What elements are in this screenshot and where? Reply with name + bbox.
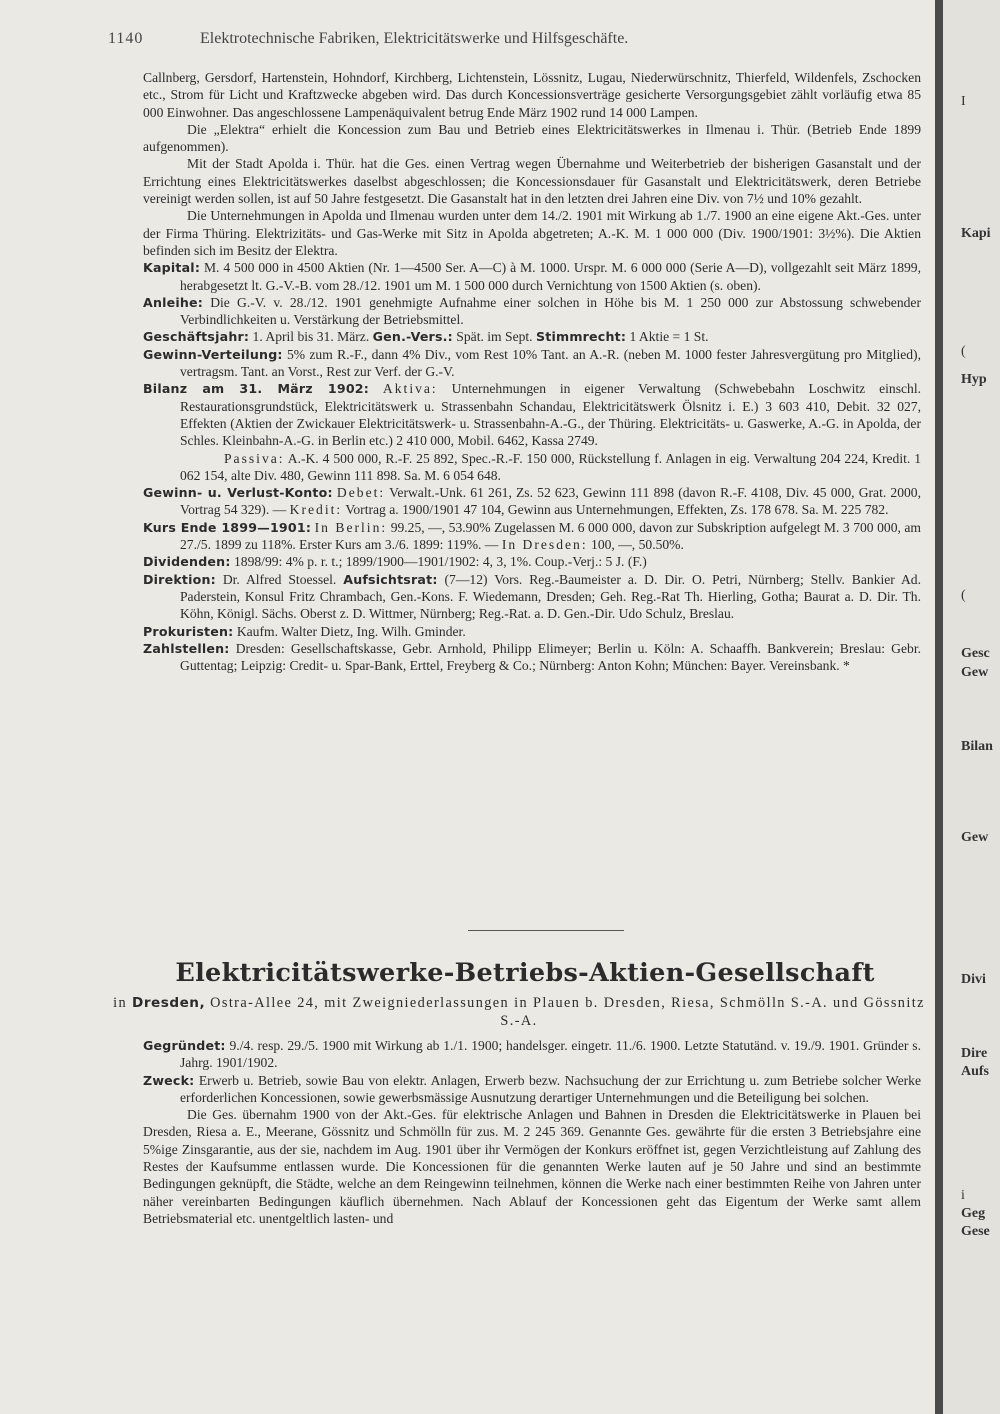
text-dividenden: 1898/99: 4% p. r. t.; 1899/1900—1901/1902: 4, 3, 1%. Coup.-Verj.: 5 J. (F.)	[233, 554, 647, 570]
text-aufsichtsrat: (7—12) Vors. Reg.-Baumeister a. D. Dir. O. Petri, Nürnberg; Stellv. Bankier Ad. Paderstein, Konsul Fritz Chrambach, Gen.-Kons. F. Wiedemann, Dresden; Geh. Reg.-Rat Th. Hierling, Gotha; Baurat a. D. Dir. Th. Köhn, Königl. Sächs. Oberst z. D. Wittmer, Nürnberg; Reg.-Rat. a. D. Gen.-Dir. Udo Schulz, Breslau.	[180, 571, 921, 622]
label-zahlstellen: Zahlstellen:	[143, 640, 230, 656]
label-aufsichtsrat: Aufsichtsrat:	[343, 571, 438, 587]
text-prokuristen: Kaufm. Walter Dietz, Ing. Wilh. Gminder.	[236, 623, 466, 639]
label-zweck: Zweck:	[143, 1072, 195, 1088]
label-stimmrecht: Stimmrecht:	[535, 329, 627, 345]
entry-kurs	[143, 519, 921, 554]
label-passiva: Passiva:	[224, 450, 285, 466]
page-number: 1140	[108, 30, 144, 47]
entry-kapital	[143, 259, 921, 294]
entry-gegruendet	[143, 1037, 921, 1072]
text-passiva: A.-K. 4 500 000, R.-F. 25 892, Spec.-R.-F. 150 000, Rückstellung f. Anlagen in eig. Verwaltung 204 224, Kredit. 1 062 154, alte Div. 480, Gewinn 111 898. Sa. M. 6 054 648.	[180, 450, 921, 483]
margin-fragment: Gese	[961, 1224, 990, 1239]
label-prokuristen: Prokuristen:	[143, 623, 234, 639]
text-zahlstellen: Dresden: Gesellschaftskasse, Gebr. Arnhold, Philipp Elimeyer; Berlin u. Köln: A. Schaaffh. Bankverein; Breslau: Gebr. Guttentag; Leipzig: Credit- u. Spar-Bank, Erttel, Freyberg & Co.; Nürnberg: Anton Kohn; München: Bayer. Vereinsbank. *	[180, 640, 921, 674]
margin-fragment: Kapi	[961, 226, 991, 241]
address-city: Dresden,	[132, 995, 206, 1011]
label-dividenden: Dividenden:	[143, 554, 231, 570]
address-in: in	[113, 995, 128, 1011]
text-zweck: Erwerb u. Betrieb, sowie Bau von elektr. Anlagen, Erwerb bezw. Nachsuchung der zur Errichtung u. zum Betriebe solcher Werke erforderlichen Koncessionen, sowie gewerbsmässige Ausnutzung derartiger Unternehmungen und die Beteiligung bei solchen.	[180, 1072, 921, 1105]
text-gewinn-verteilung: 5% zum R.-F., dann 4% Div., vom Rest 10% Tant. an A.-R. (neben M. 1000 fester Jahresvergütung pro Mitglied), vertragsm. Tant. an Vorst., Rest zur Verf. der G.-V.	[180, 346, 921, 380]
margin-fragment: Gew	[961, 830, 989, 845]
running-header	[108, 30, 928, 48]
company-title: Elektricitätswerke-Betriebs-Aktien-Gesellschaft	[175, 958, 875, 988]
address-rest: Ostra-Allee 24, mit Zweigniederlassungen in Plauen b. Dresden, Riesa, Schmölln S.-A. und Gössnitz S.-A.	[210, 995, 925, 1029]
paragraph-apolda: Mit der Stadt Apolda i. Thür. hat die Ges. einen Vertrag wegen Übernahme und Weiterbetrieb der bisherigen Gasanstalt und der Errichtung eines Elektricitätswerkes daselbst abgeschlossen; die Koncessionsdauer für Gasanstalt und Elektricitätswerk, deren Betriebe vereinigt werden sollen, ist auf 50 Jahre festgesetzt. Die Gasanstalt hat in den letzten drei Jahren eine Div. von 7½ und 10% gezahlt.	[143, 156, 921, 207]
label-kurs: Kurs Ende 1899—1901:	[143, 519, 312, 535]
section-elektricitaetswerke-betriebs	[143, 1037, 921, 1227]
margin-fragment: Hyp	[961, 372, 987, 387]
running-title: Elektrotechnische Fabriken, Elektricitätswerke und Hilfsgeschäfte.	[200, 30, 629, 47]
entry-passiva	[143, 450, 921, 485]
margin-fragment: Aufs	[961, 1064, 990, 1079]
label-geschaeftsjahr: Geschäftsjahr:	[143, 329, 250, 345]
label-in-dresden: In Dresden:	[501, 537, 588, 553]
entry-gewinn-verteilung	[143, 346, 921, 381]
entry-bilanz	[143, 380, 921, 449]
text-aktiva: Unternehmungen in eigener Verwaltung (Schwebebahn Loschwitz einschl. Restaurationsgrundstück, Elektricitätswerk u. Strassenbahn Schandau, Elektricitätswerk Ölsnitz i. E.) 3 603 410, Debit. 32 027, Effekten (Aktien der Zwickauer Elektricitätswerk- u. Strassenbahn-A.-G., der Thüring. Elektricitäts- u. Gaswerke, A.-G. in Apolda, der Schles. Kleinbahn-A.-G. in Berlin etc.) 2 410 000, Mobil. 6462, Kassa 2749.	[180, 381, 921, 449]
label-gewinn-verlust-konto: Gewinn- u. Verlust-Konto:	[143, 485, 333, 501]
entry-prokuristen	[143, 623, 921, 640]
text-anleihe: Die G.-V. v. 28./12. 1901 genehmigte Aufnahme einer solchen in Höhe bis M. 1 250 000 zur Abstossung schwebender Verbindlichkeiten u. Verstärkung der Betriebsmittel.	[180, 294, 921, 328]
label-kredit: Kredit:	[289, 502, 343, 518]
label-gen-vers: Gen.-Vers.:	[372, 329, 453, 345]
paragraph-uebernahme: Die Ges. übernahm 1900 von der Akt.-Ges. für elektrische Anlagen und Bahnen in Dresden die Elektricitätswerke in Plauen bei Dresden, Riesa a. E., Meerane, Gössnitz und Schmölln für zus. M. 2 245 369. Genannte Ges. gewährte für die ersten 3 Betriebsjahre eine 5%ige Zinsgarantie, aus der sie, nachdem im Aug. 1901 über ihr Vermögen der Konkurs eröffnet ist, gegen Verzichtleistung auf Zahlung des Restes der Kaufsumme entlassen wurde. Die Koncessionen für die genannten Werke lauten auf je 50 Jahre und sind an bestimmte Bedingungen geknüpft, die Städte, welche an dem Reingewinn teilnehmen, können die Werke nach einer bestimmten Reihe von Jahren unter näher vereinbarten Bedingungen käuflich übernehmen. Nach Ablauf der Koncessionen geht das Eigentum der Werke samt allem Betriebsmaterial etc. unentgeltlich lasten- und	[143, 1107, 921, 1226]
company-address	[110, 994, 928, 1030]
paragraph-unternehmungen: Die Unternehmungen in Apolda und Ilmenau wurden unter dem 14./2. 1901 mit Wirkung ab 1./7. 1900 an eine eigene Akt.-Ges. unter der Firma Thüring. Elektrizitäts- und Gas-Werke mit Sitz in Apolda abgetreten; A.-K. M. 1 000 000 (Div. 1900/1901: 3½%). Die Aktien befinden sich im Besitz der Elektra.	[143, 208, 921, 258]
entry-zweck	[143, 1072, 921, 1107]
label-direktion: Direktion:	[143, 571, 216, 587]
section-elektra-continued	[143, 69, 921, 674]
label-gegruendet: Gegründet:	[143, 1038, 226, 1053]
margin-fragment: (	[961, 588, 966, 603]
entry-geschaeftsjahr	[143, 328, 921, 345]
entry-zahlstellen	[143, 640, 921, 675]
entry-gewinn-verlust-konto	[143, 484, 921, 519]
text-stimmrecht: 1 Aktie = 1 St.	[629, 329, 709, 345]
margin-fragment: Geg	[961, 1206, 986, 1221]
text-gen-vers: Spät. im Sept.	[456, 329, 533, 345]
margin-fragment: (	[961, 344, 966, 359]
text-kurs-dresden: 100, —, 50.50%.	[591, 537, 684, 553]
text-debet: Verwalt.-Unk. 61 261, Zs. 52 623, Gewinn 111 898 (davon R.-F. 4108, Div. 45 000, Grat. 2000, Vortrag 54 329). —	[180, 485, 921, 518]
margin-fragment: Gesc	[961, 646, 990, 661]
margin-fragment: Divi	[961, 972, 986, 987]
page-gutter	[935, 0, 943, 1414]
entry-dividenden	[143, 553, 921, 570]
margin-fragment: Gew	[961, 665, 989, 680]
text-gegruendet: 9./4. resp. 29./5. 1900 mit Wirkung ab 1./1. 1900; handelsger. eingetr. 11./6. 1900. Letzte Statutänd. v. 19./9. 1901. Gründer s. Jahrg. 1901/1902.	[180, 1038, 921, 1071]
adjacent-page-margin	[943, 0, 1000, 1414]
entry-direktion	[143, 571, 921, 623]
text-kurs: 99.25, —, 53.90% Zugelassen M. 6 000 000, davon zur Subskription aufgelegt M. 3 700 000, am 27./5. 1899 zu 118%. Erster Kurs am 3./6. 1899: 119%. —	[180, 519, 921, 553]
label-gewinn-verteilung: Gewinn-Verteilung:	[143, 346, 283, 362]
label-kapital: Kapital:	[143, 260, 201, 276]
label-bilanz: Bilanz am 31. März 1902:	[143, 381, 369, 397]
text-kredit: Vortrag a. 1900/1901 47 104, Gewinn aus Unternehmungen, Effekten, Zs. 178 678. Sa. M. 225 782.	[345, 502, 889, 518]
paragraph-versorgungsgebiet: Callnberg, Gersdorf, Hartenstein, Hohndorf, Kirchberg, Lichtenstein, Lössnitz, Lugau, Niederwürschnitz, Thierfeld, Wildenfels, Zschocken etc., Strom für Licht und Kraftzwecke abgeben wird. Das durch Koncessionsverträge gesicherte Versorgungsgebiet zählt vorläufig etwa 85 000 Einwohner. Das angeschlossene Lampenäquivalent betrug Ende März 1902 rund 14 000 Lampen.	[143, 70, 921, 120]
text-geschaeftsjahr: 1. April bis 31. März.	[252, 329, 370, 345]
label-aktiva: Aktiva:	[382, 381, 438, 397]
margin-fragment: Dire	[961, 1046, 988, 1061]
text-direktion: Dr. Alfred Stoessel.	[222, 571, 337, 587]
section-divider	[468, 930, 624, 931]
paragraph-ilmenau: Die „Elektra“ erhielt die Koncession zum Bau und Betrieb eines Elektricitätswerkes in Ilmenau i. Thür. (Betrieb Ende 1899 aufgenommen).	[143, 121, 921, 155]
label-anleihe: Anleihe:	[143, 294, 204, 310]
text-kapital: M. 4 500 000 in 4500 Aktien (Nr. 1—4500 Ser. A—C) à M. 1000. Urspr. M. 6 000 000 (Serie A—D), vollgezahlt seit März 1899, herabgesetzt lt. G.-V.-B. vom 28./12. 1901 um M. 1 500 000 durch Vernichtung von 1500 Aktien (s. oben).	[180, 260, 921, 293]
margin-fragment: Bilan	[961, 739, 993, 754]
label-in-berlin: In Berlin:	[314, 519, 388, 535]
margin-fragment: I	[961, 94, 966, 109]
margin-fragment: i	[961, 1188, 965, 1203]
label-debet: Debet:	[336, 485, 386, 501]
entry-anleihe	[143, 294, 921, 329]
